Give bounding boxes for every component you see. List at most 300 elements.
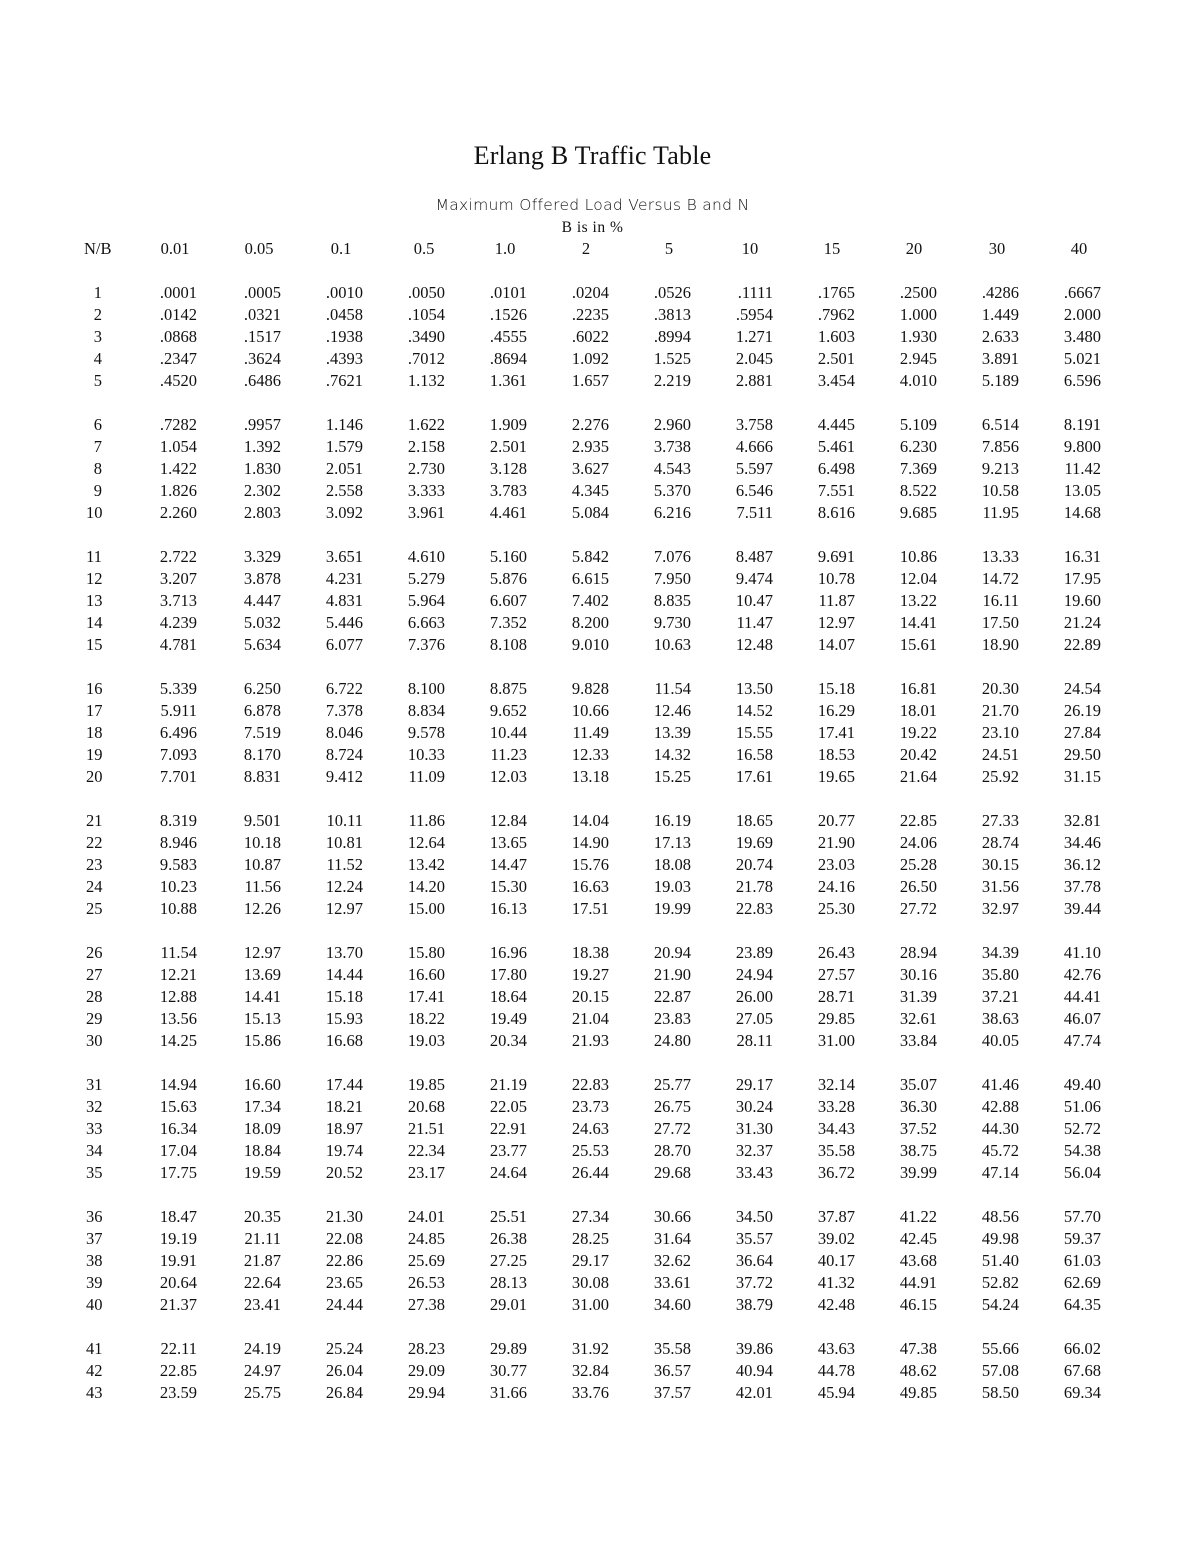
table-cell: 12.97 [325,899,363,918]
table-cell: 9.800 [1063,437,1101,456]
table-cell: 22.64 [243,1273,281,1292]
table-cell: 23.83 [653,1009,691,1028]
table-cell: 7.352 [489,613,527,632]
table-cell: 24.85 [407,1229,445,1248]
column-header: 0.5 [413,239,435,258]
row-n-label: 26 [86,943,103,962]
row-n-label: 20 [86,767,103,786]
table-cell: 34.60 [653,1295,691,1314]
table-cell: 13.42 [407,855,445,874]
table-cell: .8694 [489,349,527,368]
table-cell: 32.61 [899,1009,937,1028]
table-cell: 19.22 [899,723,937,742]
table-cell: .6022 [571,327,609,346]
table-cell: 5.842 [571,547,609,566]
table-cell: 16.58 [735,745,773,764]
table-cell: 19.65 [817,767,855,786]
table-cell: 14.72 [981,569,1019,588]
table-cell: 9.578 [407,723,445,742]
table-cell: 33.76 [571,1383,609,1402]
table-cell: 49.98 [981,1229,1019,1248]
table-cell: 19.60 [1063,591,1101,610]
table-cell: 11.09 [408,767,445,786]
table-cell: 28.70 [653,1141,691,1160]
column-header: 5 [664,239,674,258]
table-cell: 41.46 [981,1075,1019,1094]
table-cell: 62.69 [1063,1273,1101,1292]
table-cell: 17.34 [243,1097,281,1116]
table-row [0,1162,1200,1184]
table-cell: 13.05 [1063,481,1101,500]
table-cell: 8.487 [735,547,773,566]
row-n-label: 34 [86,1141,103,1160]
table-cell: 33.84 [899,1031,937,1050]
table-cell: 8.319 [159,811,197,830]
table-cell: 7.511 [736,503,773,522]
table-cell: 10.86 [899,547,937,566]
row-n-label: 32 [86,1097,103,1116]
table-cell: 6.596 [1063,371,1101,390]
table-cell: 20.30 [981,679,1019,698]
table-cell: 2.730 [407,459,445,478]
table-cell: 30.66 [653,1207,691,1226]
table-cell: 15.25 [653,767,691,786]
table-cell: 2.158 [407,437,445,456]
table-cell: 6.722 [325,679,363,698]
table-row [0,744,1200,766]
table-cell: 18.65 [735,811,773,830]
table-cell: 32.37 [735,1141,773,1160]
table-cell: 13.65 [489,833,527,852]
table-cell: 25.77 [653,1075,691,1094]
table-row [0,1382,1200,1404]
table-cell: 7.551 [817,481,855,500]
table-cell: 10.11 [326,811,363,830]
table-cell: 44.30 [981,1119,1019,1138]
table-cell: 47.14 [981,1163,1019,1182]
table-cell: 43.68 [899,1251,937,1270]
table-cell: 6.615 [571,569,609,588]
table-cell: 8.834 [407,701,445,720]
table-cell: 23.77 [489,1141,527,1160]
table-row [0,1360,1200,1382]
table-cell: 32.81 [1063,811,1101,830]
table-cell: .0005 [243,283,281,302]
table-cell: 1.826 [159,481,197,500]
table-cell: 20.68 [407,1097,445,1116]
row-n-label: 38 [86,1251,103,1270]
table-row [0,964,1200,986]
table-cell: 4.239 [159,613,197,632]
table-cell: 12.04 [899,569,937,588]
table-cell: 13.70 [325,943,363,962]
table-cell: 10.58 [981,481,1019,500]
table-cell: 5.021 [1063,349,1101,368]
table-cell: 31.39 [899,987,937,1006]
table-cell: 9.010 [571,635,609,654]
table-cell: 14.07 [817,635,855,654]
table-cell: 20.94 [653,943,691,962]
table-cell: 9.828 [571,679,609,698]
table-cell: 5.279 [407,569,445,588]
table-cell: 33.43 [735,1163,773,1182]
table-cell: 41.32 [817,1273,855,1292]
table-cell: 22.85 [899,811,937,830]
table-cell: 18.09 [243,1119,281,1138]
table-cell: 6.230 [899,437,937,456]
table-cell: .3813 [653,305,691,324]
table-cell: 12.24 [325,877,363,896]
table-cell: 2.881 [735,371,773,390]
table-cell: 48.56 [981,1207,1019,1226]
table-cell: 19.91 [159,1251,197,1270]
table-cell: 38.63 [981,1009,1019,1028]
table-cell: 2.945 [899,349,937,368]
table-cell: 19.85 [407,1075,445,1094]
row-n-label: 21 [86,811,103,830]
table-cell: 39.86 [735,1339,773,1358]
row-n-label: 1 [93,283,102,302]
table-cell: 2.501 [489,437,527,456]
table-cell: 41.10 [1063,943,1101,962]
table-cell: 36.30 [899,1097,937,1116]
table-cell: .6486 [243,371,281,390]
table-cell: 9.501 [243,811,281,830]
table-cell: 27.34 [571,1207,609,1226]
table-cell: 30.77 [489,1361,527,1380]
row-n-label: 11 [86,547,102,566]
table-cell: 21.04 [571,1009,609,1028]
table-cell: 24.54 [1063,679,1101,698]
table-cell: 46.07 [1063,1009,1101,1028]
table-cell: 15.93 [325,1009,363,1028]
table-cell: 23.10 [981,723,1019,742]
table-cell: 1.146 [325,415,363,434]
table-cell: 3.454 [817,371,855,390]
table-cell: 5.597 [735,459,773,478]
table-cell: 5.461 [817,437,855,456]
table-cell: 20.15 [571,987,609,1006]
table-row [0,700,1200,722]
table-cell: 12.46 [653,701,691,720]
column-header: 2 [581,239,591,258]
table-cell: 27.38 [407,1295,445,1314]
table-cell: 29.89 [489,1339,527,1358]
table-cell: 57.08 [981,1361,1019,1380]
table-cell: 16.63 [571,877,609,896]
table-cell: 27.84 [1063,723,1101,742]
table-cell: 5.339 [159,679,197,698]
table-cell: 34.50 [735,1207,773,1226]
column-header: 20 [905,239,923,258]
table-cell: 1.579 [325,437,363,456]
table-cell: 27.57 [817,965,855,984]
table-cell: 23.41 [243,1295,281,1314]
table-cell: 4.781 [159,635,197,654]
table-cell: 5.446 [325,613,363,632]
table-row [0,832,1200,854]
table-row [0,810,1200,832]
table-row [0,1272,1200,1294]
table-cell: 15.76 [571,855,609,874]
table-cell: 33.28 [817,1097,855,1116]
table-cell: 10.66 [571,701,609,720]
table-cell: 20.52 [325,1163,363,1182]
table-cell: 4.445 [817,415,855,434]
table-cell: 30.15 [981,855,1019,874]
table-cell: 7.402 [571,591,609,610]
table-cell: 1.603 [817,327,855,346]
table-cell: 12.84 [489,811,527,830]
table-cell: .0321 [243,305,281,324]
table-cell: 12.33 [571,745,609,764]
table-cell: 18.53 [817,745,855,764]
table-cell: 7.519 [243,723,281,742]
table-cell: 47.38 [899,1339,937,1358]
table-cell: 15.13 [243,1009,281,1028]
table-cell: 2.051 [325,459,363,478]
table-cell: .7621 [325,371,363,390]
table-cell: 38.75 [899,1141,937,1160]
table-cell: 34.46 [1063,833,1101,852]
table-cell: 33.61 [653,1273,691,1292]
table-cell: .2347 [159,349,197,368]
row-n-label: 29 [86,1009,103,1028]
column-header: 0.05 [244,239,274,258]
table-cell: 24.06 [899,833,937,852]
table-cell: 5.189 [981,371,1019,390]
table-cell: 14.32 [653,745,691,764]
table-cell: 3.128 [489,459,527,478]
table-cell: 14.90 [571,833,609,852]
table-cell: 5.160 [489,547,527,566]
table-cell: .0050 [407,283,445,302]
table-cell: 16.81 [899,679,937,698]
table-cell: 22.08 [325,1229,363,1248]
table-cell: 17.50 [981,613,1019,632]
table-cell: .1054 [407,305,445,324]
table-cell: 25.75 [243,1383,281,1402]
table-cell: 3.627 [571,459,609,478]
table-cell: 17.75 [159,1163,197,1182]
table-cell: 2.302 [243,481,281,500]
table-cell: 6.663 [407,613,445,632]
table-cell: 11.47 [736,613,773,632]
table-cell: .0868 [159,327,197,346]
table-cell: 12.97 [243,943,281,962]
table-cell: 20.77 [817,811,855,830]
table-cell: 11.23 [490,745,527,764]
table-cell: 51.40 [981,1251,1019,1270]
table-cell: 4.831 [325,591,363,610]
row-n-label: 5 [93,371,102,390]
table-cell: 6.878 [243,701,281,720]
table-cell: 2.722 [159,547,197,566]
page-title: Erlang B Traffic Table [473,141,712,170]
table-row [0,1096,1200,1118]
table-cell: 12.21 [159,965,197,984]
table-cell: 14.20 [407,877,445,896]
table-cell: 6.514 [981,415,1019,434]
table-cell: 54.38 [1063,1141,1101,1160]
table-cell: 57.70 [1063,1207,1101,1226]
table-row [0,326,1200,348]
row-n-label: 39 [86,1273,103,1292]
table-cell: 14.41 [243,987,281,1006]
table-cell: 12.26 [243,899,281,918]
table-cell: 17.41 [407,987,445,1006]
table-cell: 29.01 [489,1295,527,1314]
table-cell: 28.25 [571,1229,609,1248]
table-cell: 16.31 [1063,547,1101,566]
table-cell: 45.94 [817,1383,855,1402]
table-cell: 19.59 [243,1163,281,1182]
table-cell: 42.88 [981,1097,1019,1116]
table-cell: 10.78 [817,569,855,588]
table-cell: 31.15 [1063,767,1101,786]
table-cell: 24.64 [489,1163,527,1182]
table-cell: 2.000 [1063,305,1101,324]
row-n-label: 9 [93,481,102,500]
table-cell: 17.95 [1063,569,1101,588]
table-cell: 10.47 [735,591,773,610]
table-cell: .2500 [899,283,937,302]
table-cell: 16.68 [325,1031,363,1050]
table-cell: 7.076 [653,547,691,566]
table-cell: 1.657 [571,371,609,390]
table-cell: 18.38 [571,943,609,962]
row-n-label: 37 [86,1229,103,1248]
table-cell: 18.64 [489,987,527,1006]
table-cell: 2.935 [571,437,609,456]
table-cell: 23.65 [325,1273,363,1292]
table-cell: 24.01 [407,1207,445,1226]
table-cell: 8.200 [571,613,609,632]
table-cell: 9.730 [653,613,691,632]
table-cell: 29.85 [817,1009,855,1028]
table-cell: 5.964 [407,591,445,610]
table-cell: 15.30 [489,877,527,896]
table-row [0,458,1200,480]
table-cell: 4.666 [735,437,773,456]
table-cell: 36.12 [1063,855,1101,874]
table-cell: 20.35 [243,1207,281,1226]
table-cell: 14.94 [159,1075,197,1094]
table-cell: 9.213 [981,459,1019,478]
table-cell: 51.06 [1063,1097,1101,1116]
row-n-label: 24 [86,877,103,896]
table-cell: .0010 [325,283,363,302]
column-header: 10 [741,239,759,258]
table-cell: 32.97 [981,899,1019,918]
table-cell: 26.84 [325,1383,363,1402]
table-cell: 21.90 [817,833,855,852]
table-row [0,986,1200,1008]
table-cell: 21.19 [489,1075,527,1094]
table-cell: 52.72 [1063,1119,1101,1138]
table-cell: 6.496 [159,723,197,742]
table-cell: 42.01 [735,1383,773,1402]
row-n-label: 6 [93,415,102,434]
row-n-label: 4 [93,349,102,368]
table-cell: 21.87 [243,1251,281,1270]
table-row [0,634,1200,656]
table-cell: 6.607 [489,591,527,610]
table-cell: 16.13 [489,899,527,918]
table-cell: 9.583 [159,855,197,874]
table-cell: 13.69 [243,965,281,984]
table-cell: 15.18 [817,679,855,698]
table-cell: 8.108 [489,635,527,654]
table-cell: 6.546 [735,481,773,500]
table-cell: 21.90 [653,965,691,984]
table-cell: 26.04 [325,1361,363,1380]
table-row [0,282,1200,304]
table-row [0,1030,1200,1052]
table-cell: 26.50 [899,877,937,896]
table-cell: 26.53 [407,1273,445,1292]
table-row [0,436,1200,458]
table-cell: 10.18 [243,833,281,852]
table-cell: 5.911 [160,701,197,720]
row-n-label: 23 [86,855,103,874]
table-cell: 12.03 [489,767,527,786]
table-cell: .0458 [325,305,363,324]
table-cell: 31.30 [735,1119,773,1138]
table-cell: 5.032 [243,613,281,632]
table-cell: 44.78 [817,1361,855,1380]
table-cell: 24.94 [735,965,773,984]
table-cell: 26.00 [735,987,773,1006]
table-row [0,370,1200,392]
table-cell: 14.44 [325,965,363,984]
table-row [0,612,1200,634]
table-cell: 54.24 [981,1295,1019,1314]
row-n-label: 28 [86,987,103,1006]
table-cell: 2.960 [653,415,691,434]
column-header: 30 [988,239,1006,258]
table-cell: 23.89 [735,943,773,962]
table-cell: .0526 [653,283,691,302]
table-cell: 27.72 [653,1119,691,1138]
table-cell: 28.13 [489,1273,527,1292]
table-cell: 8.191 [1063,415,1101,434]
table-cell: 15.61 [899,635,937,654]
table-cell: 1.930 [899,327,937,346]
table-cell: 32.14 [817,1075,855,1094]
table-cell: .1938 [325,327,363,346]
table-row [0,568,1200,590]
table-cell: 40.94 [735,1361,773,1380]
row-n-label: 2 [93,305,102,324]
table-cell: 26.43 [817,943,855,962]
table-cell: 14.04 [571,811,609,830]
table-cell: 9.474 [735,569,773,588]
table-cell: 1.054 [159,437,197,456]
table-cell: 58.50 [981,1383,1019,1402]
table-cell: 25.28 [899,855,937,874]
table-cell: 35.80 [981,965,1019,984]
table-cell: 22.87 [653,987,691,1006]
table-cell: 16.96 [489,943,527,962]
table-cell: 25.69 [407,1251,445,1270]
table-cell: 22.34 [407,1141,445,1160]
table-row [0,348,1200,370]
table-cell: 46.15 [899,1295,937,1314]
table-cell: 37.78 [1063,877,1101,896]
table-cell: 56.04 [1063,1163,1101,1182]
table-cell: 2.558 [325,481,363,500]
